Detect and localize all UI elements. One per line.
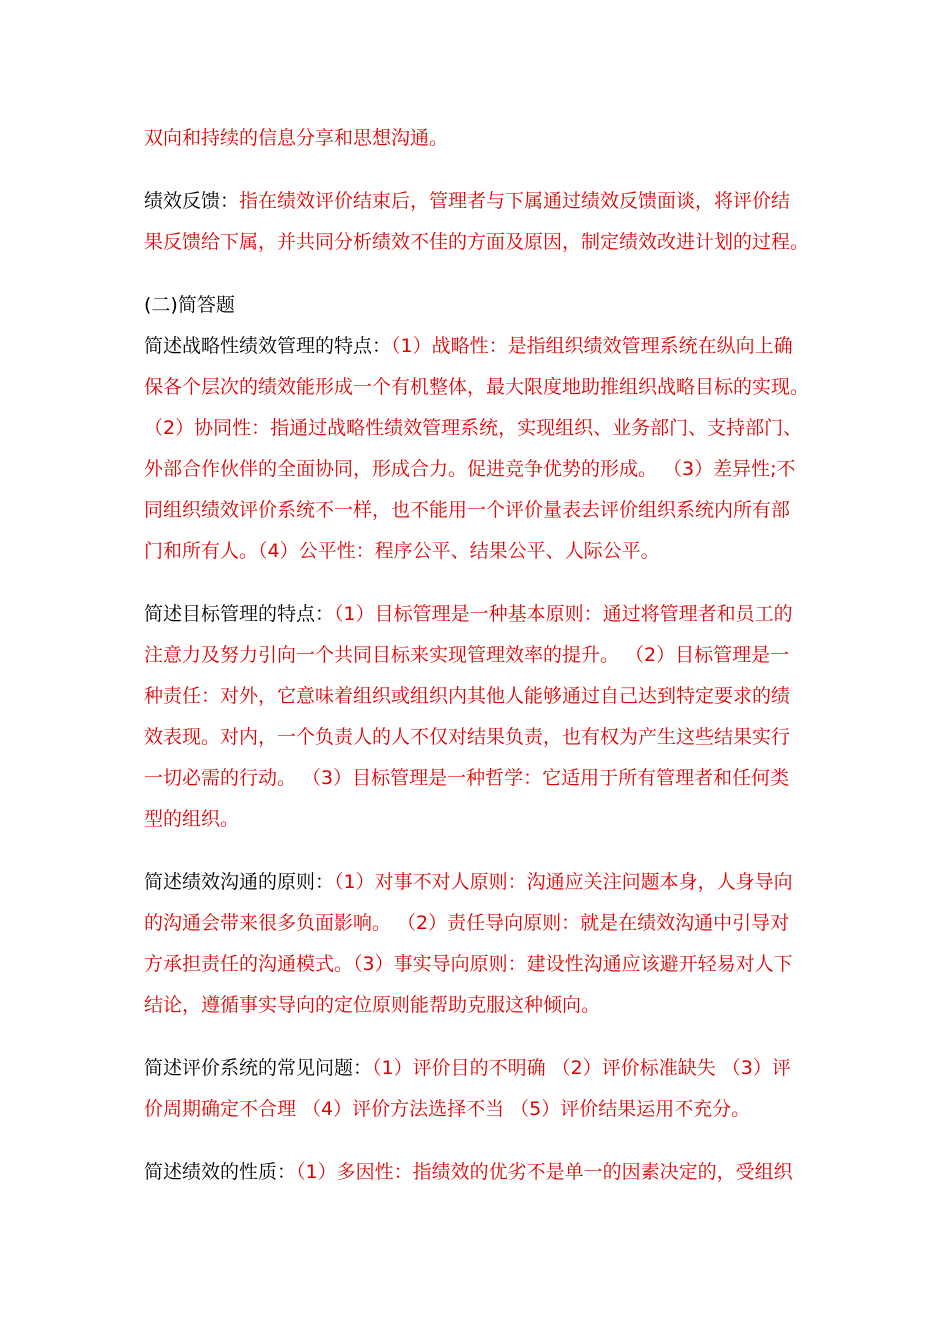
question-label: 简述绩效沟通的原则： — [144, 871, 335, 893]
answer-text: 价周期确定不合理 （4）评价方法选择不当 （5）评价结果运用不充分。 — [144, 1098, 751, 1120]
paragraph-line — [144, 944, 816, 985]
question-label: 简述目标管理的特点： — [144, 603, 335, 625]
answer-text: 型的组织。 — [144, 808, 240, 830]
paragraph-line — [144, 408, 816, 449]
question-label: 简述绩效的性质： — [144, 1161, 297, 1183]
answer-text: 门和所有人。（4）公平性：程序公平、结果公平、人际公平。 — [144, 540, 660, 562]
paragraph-line — [144, 367, 816, 408]
answer-text: （2）协同性：指通过战略性绩效管理系统，实现组织、业务部门、支持部门、 — [144, 417, 803, 439]
paragraph-line — [144, 758, 816, 799]
paragraph-line — [144, 717, 816, 758]
paragraph-line — [144, 1152, 816, 1193]
answer-text: （1）战略性：是指组织绩效管理系统在纵向上确 — [391, 335, 793, 357]
document-page — [144, 118, 816, 1193]
answer-text: 外部合作伙伴的全面协同，形成合力。促进竞争优势的形成。 （3）差异性;不 — [144, 458, 796, 480]
question-label: 简述评价系统的常见问题： — [144, 1057, 373, 1079]
paragraph-line — [144, 594, 816, 635]
paragraph-line — [144, 903, 816, 944]
paragraph-line — [144, 181, 816, 222]
paragraph-line — [144, 118, 816, 159]
answer-text: 注意力及努力引向一个共同目标来实现管理效率的提升。 （2）目标管理是一 — [144, 644, 790, 666]
answer-text: 指在绩效评价结束后，管理者与下属通过绩效反馈面谈，将评价结 — [239, 190, 791, 212]
paragraph-line — [144, 799, 816, 840]
term-label: 绩效反馈： — [144, 190, 240, 212]
answer-text: （1）多因性：指绩效的优劣不是单一的因素决定的，受组织 — [296, 1161, 793, 1183]
answer-text: 效表现。对内，一个负责人的人不仅对结果负责，也有权为产生这些结果实行 — [144, 726, 791, 748]
question-label: 简述战略性绩效管理的特点： — [144, 335, 392, 357]
answer-text: 的沟通会带来很多负面影响。 （2）责任导向原则：就是在绩效沟通中引导对 — [144, 912, 790, 934]
answer-text: 同组织绩效评价系统不一样，也不能用一个评价量表去评价组织系统内所有部 — [144, 499, 791, 521]
paragraph-line — [144, 490, 816, 531]
section-heading: (二)简答题 — [144, 294, 235, 316]
paragraph-line — [144, 635, 816, 676]
answer-text: 果反馈给下属，并共同分析绩效不佳的方面及原因，制定绩效改进计划的过程。 — [144, 231, 810, 253]
answer-text: 一切必需的行动。 （3）目标管理是一种哲学：它适用于所有管理者和任何类 — [144, 767, 790, 789]
answer-text: 种责任：对外，它意味着组织或组织内其他人能够通过自己达到特定要求的绩 — [144, 685, 791, 707]
answer-text: （1）对事不对人原则：沟通应关注问题本身，人身导向 — [334, 871, 793, 893]
paragraph-line — [144, 222, 816, 263]
paragraph-line — [144, 862, 816, 903]
answer-text: （1）目标管理是一种基本原则：通过将管理者和员工的 — [334, 603, 793, 625]
paragraph-line — [144, 326, 816, 367]
answer-text: （1）评价目的不明确 （2）评价标准缺失 （3）评 — [372, 1057, 791, 1079]
paragraph-line — [144, 1089, 816, 1130]
answer-text: 保各个层次的绩效能形成一个有机整体，最大限度地助推组织战略目标的实现。 — [144, 376, 810, 398]
paragraph-line — [144, 676, 816, 717]
answer-text: 双向和持续的信息分享和思想沟通。 — [144, 127, 449, 149]
paragraph-line — [144, 1048, 816, 1089]
paragraph-line — [144, 985, 816, 1026]
paragraph-line — [144, 531, 816, 572]
answer-text: 结论，遵循事实导向的定位原则能帮助克服这种倾向。 — [144, 994, 601, 1016]
answer-text: 方承担责任的沟通模式。（3）事实导向原则：建设性沟通应该避开轻易对人下 — [144, 953, 793, 975]
paragraph-line — [144, 449, 816, 490]
